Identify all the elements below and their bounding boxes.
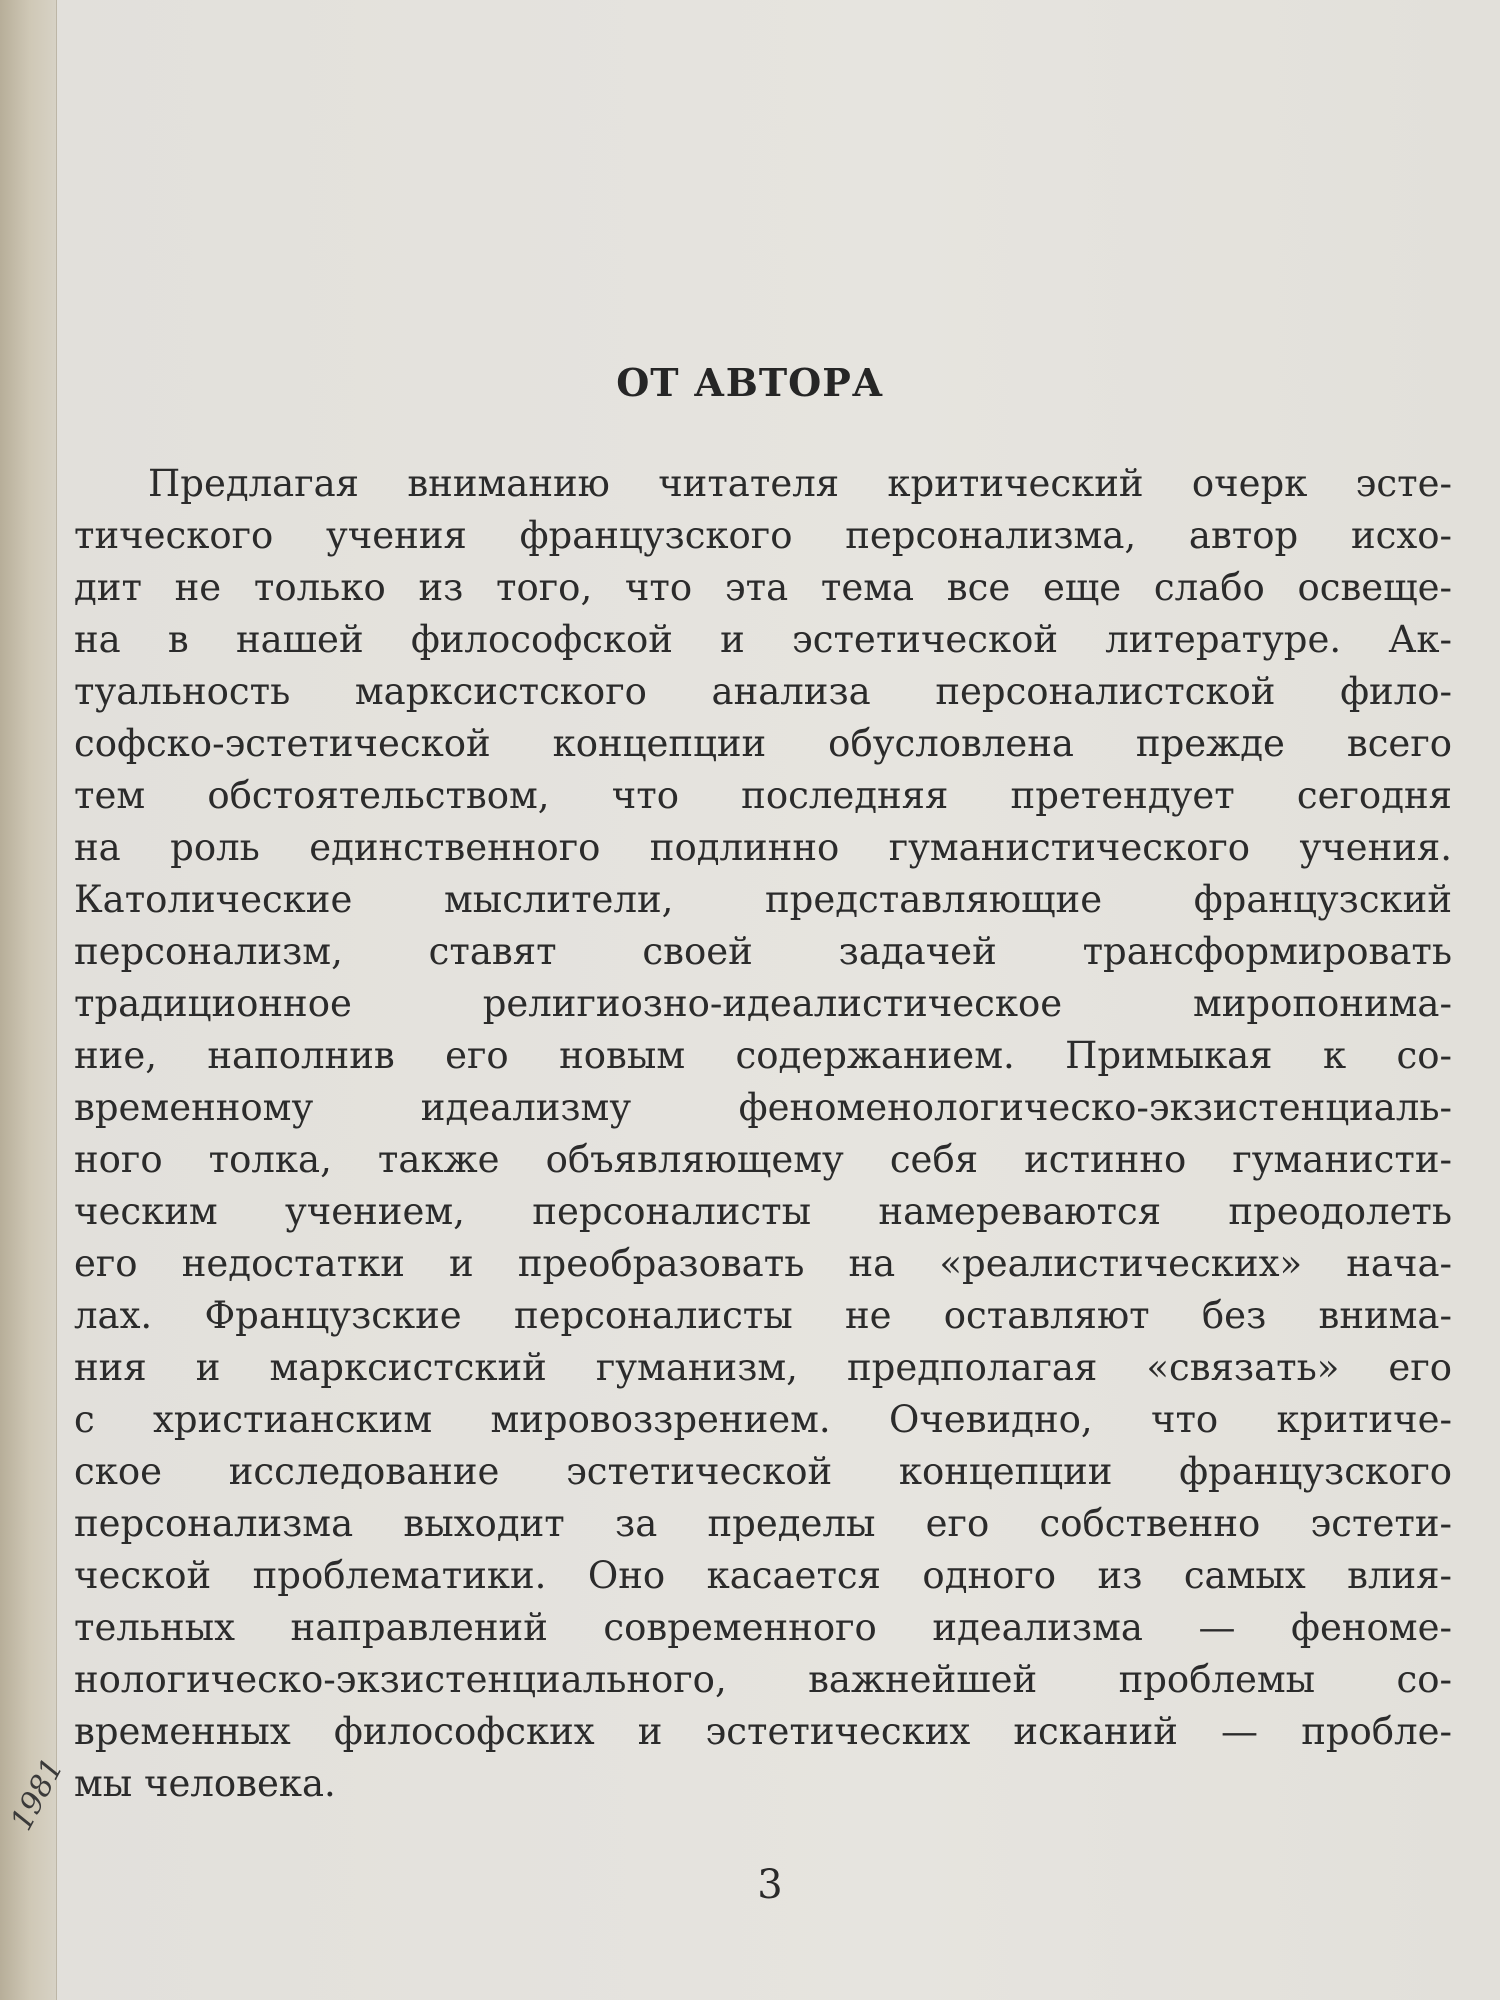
body-text xyxy=(74,458,1452,1810)
text-line: тического учения французского персонализма, автор исхо- xyxy=(74,514,1452,557)
text-line: софско-эстетической концепции обусловлена прежде всего xyxy=(74,722,1452,765)
text-line: временному идеализму феноменологическо-экзистенциаль- xyxy=(74,1086,1452,1129)
text-line: дит не только из того, что эта тема все еще слабо освеще- xyxy=(74,566,1452,609)
text-line: традиционное религиозно-идеалистическое миропонима- xyxy=(74,982,1452,1025)
page-number: 3 xyxy=(757,1862,783,1908)
text-line: Католические мыслители, представляющие французский xyxy=(74,878,1452,921)
text-line: Предлагая вниманию читателя критический очерк эсте- xyxy=(148,462,1452,505)
section-heading: ОТ АВТОРА xyxy=(616,360,884,405)
text-line: ческой проблематики. Оно касается одного из самых влия- xyxy=(74,1554,1452,1597)
text-line: ного толка, также объявляющему себя истинно гуманисти- xyxy=(74,1138,1452,1181)
margin-year-note: 1981 xyxy=(4,1752,71,1837)
text-line: персонализм, ставят своей задачей трансформировать xyxy=(74,930,1452,973)
text-line: тем обстоятельством, что последняя претендует сегодня xyxy=(74,774,1452,817)
text-line: его недостатки и преобразовать на «реалистических» нача- xyxy=(74,1242,1452,1285)
text-line: ское исследование эстетической концепции французского xyxy=(74,1450,1452,1493)
text-line: персонализма выходит за пределы его собственно эстети- xyxy=(74,1502,1452,1545)
text-line: лах. Французские персоналисты не оставляют без внима- xyxy=(74,1294,1452,1337)
previous-page-edge xyxy=(0,0,57,2000)
text-line: ческим учением, персоналисты намереваются преодолеть xyxy=(74,1190,1452,1233)
text-line: временных философских и эстетических исканий — пробле- xyxy=(74,1710,1452,1753)
text-line: на в нашей философской и эстетической литературе. Ак- xyxy=(74,618,1452,661)
text-line: тельных направлений современного идеализма — феноме- xyxy=(74,1606,1452,1649)
text-line: ния и марксистский гуманизм, предполагая «связать» его xyxy=(74,1346,1452,1389)
text-line: с христианским мировоззрением. Очевидно, что критиче- xyxy=(74,1398,1452,1441)
text-line: туальность марксистского анализа персоналистской фило- xyxy=(74,670,1452,713)
text-line: на роль единственного подлинно гуманистического учения. xyxy=(74,826,1452,869)
text-line: мы человека. xyxy=(74,1762,336,1805)
text-line: ние, наполнив его новым содержанием. Примыкая к со- xyxy=(74,1034,1452,1077)
text-line: нологическо-экзистенциального, важнейшей проблемы со- xyxy=(74,1658,1452,1701)
